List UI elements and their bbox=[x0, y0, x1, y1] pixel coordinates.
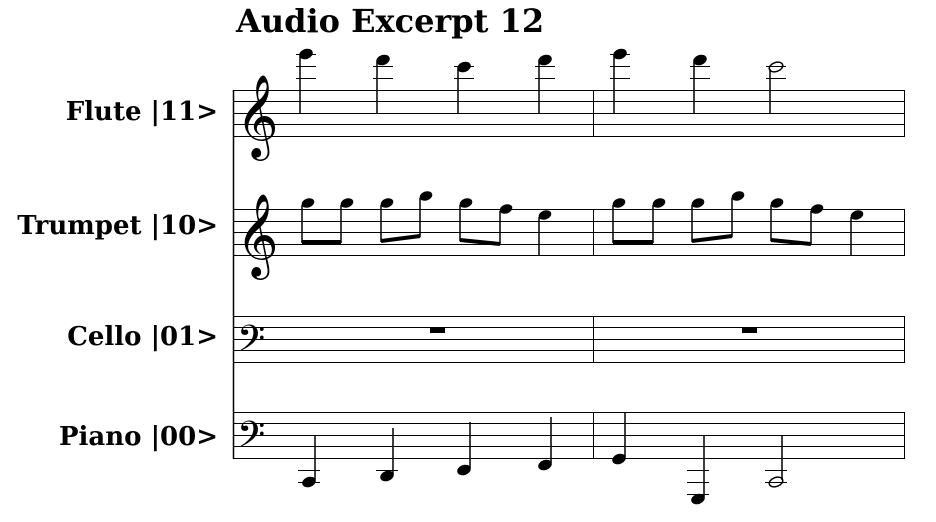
piano-notes bbox=[298, 412, 787, 506]
staff-label-cello: Cello |01> bbox=[67, 322, 218, 352]
bass-clef-icon: 𝄢 bbox=[237, 414, 266, 465]
whole-rest bbox=[430, 327, 445, 333]
staff-trumpet bbox=[233, 209, 905, 256]
whole-rest bbox=[742, 327, 757, 333]
staff-cello bbox=[233, 316, 905, 363]
staff-label-trumpet: Trumpet |10> bbox=[17, 211, 218, 241]
staff-piano bbox=[233, 412, 905, 459]
staff-label-flute: Flute |11> bbox=[65, 97, 218, 127]
treble-clef-icon: 𝄞 bbox=[236, 192, 279, 276]
bass-clef-icon: 𝄢 bbox=[237, 318, 266, 369]
flute-notes bbox=[296, 47, 786, 114]
trumpet-notes bbox=[300, 190, 864, 256]
staff-flute bbox=[233, 90, 905, 137]
score-title: Audio Excerpt 12 bbox=[236, 2, 545, 40]
staff-label-piano: Piano |00> bbox=[59, 422, 218, 452]
treble-clef-icon: 𝄞 bbox=[236, 73, 279, 157]
